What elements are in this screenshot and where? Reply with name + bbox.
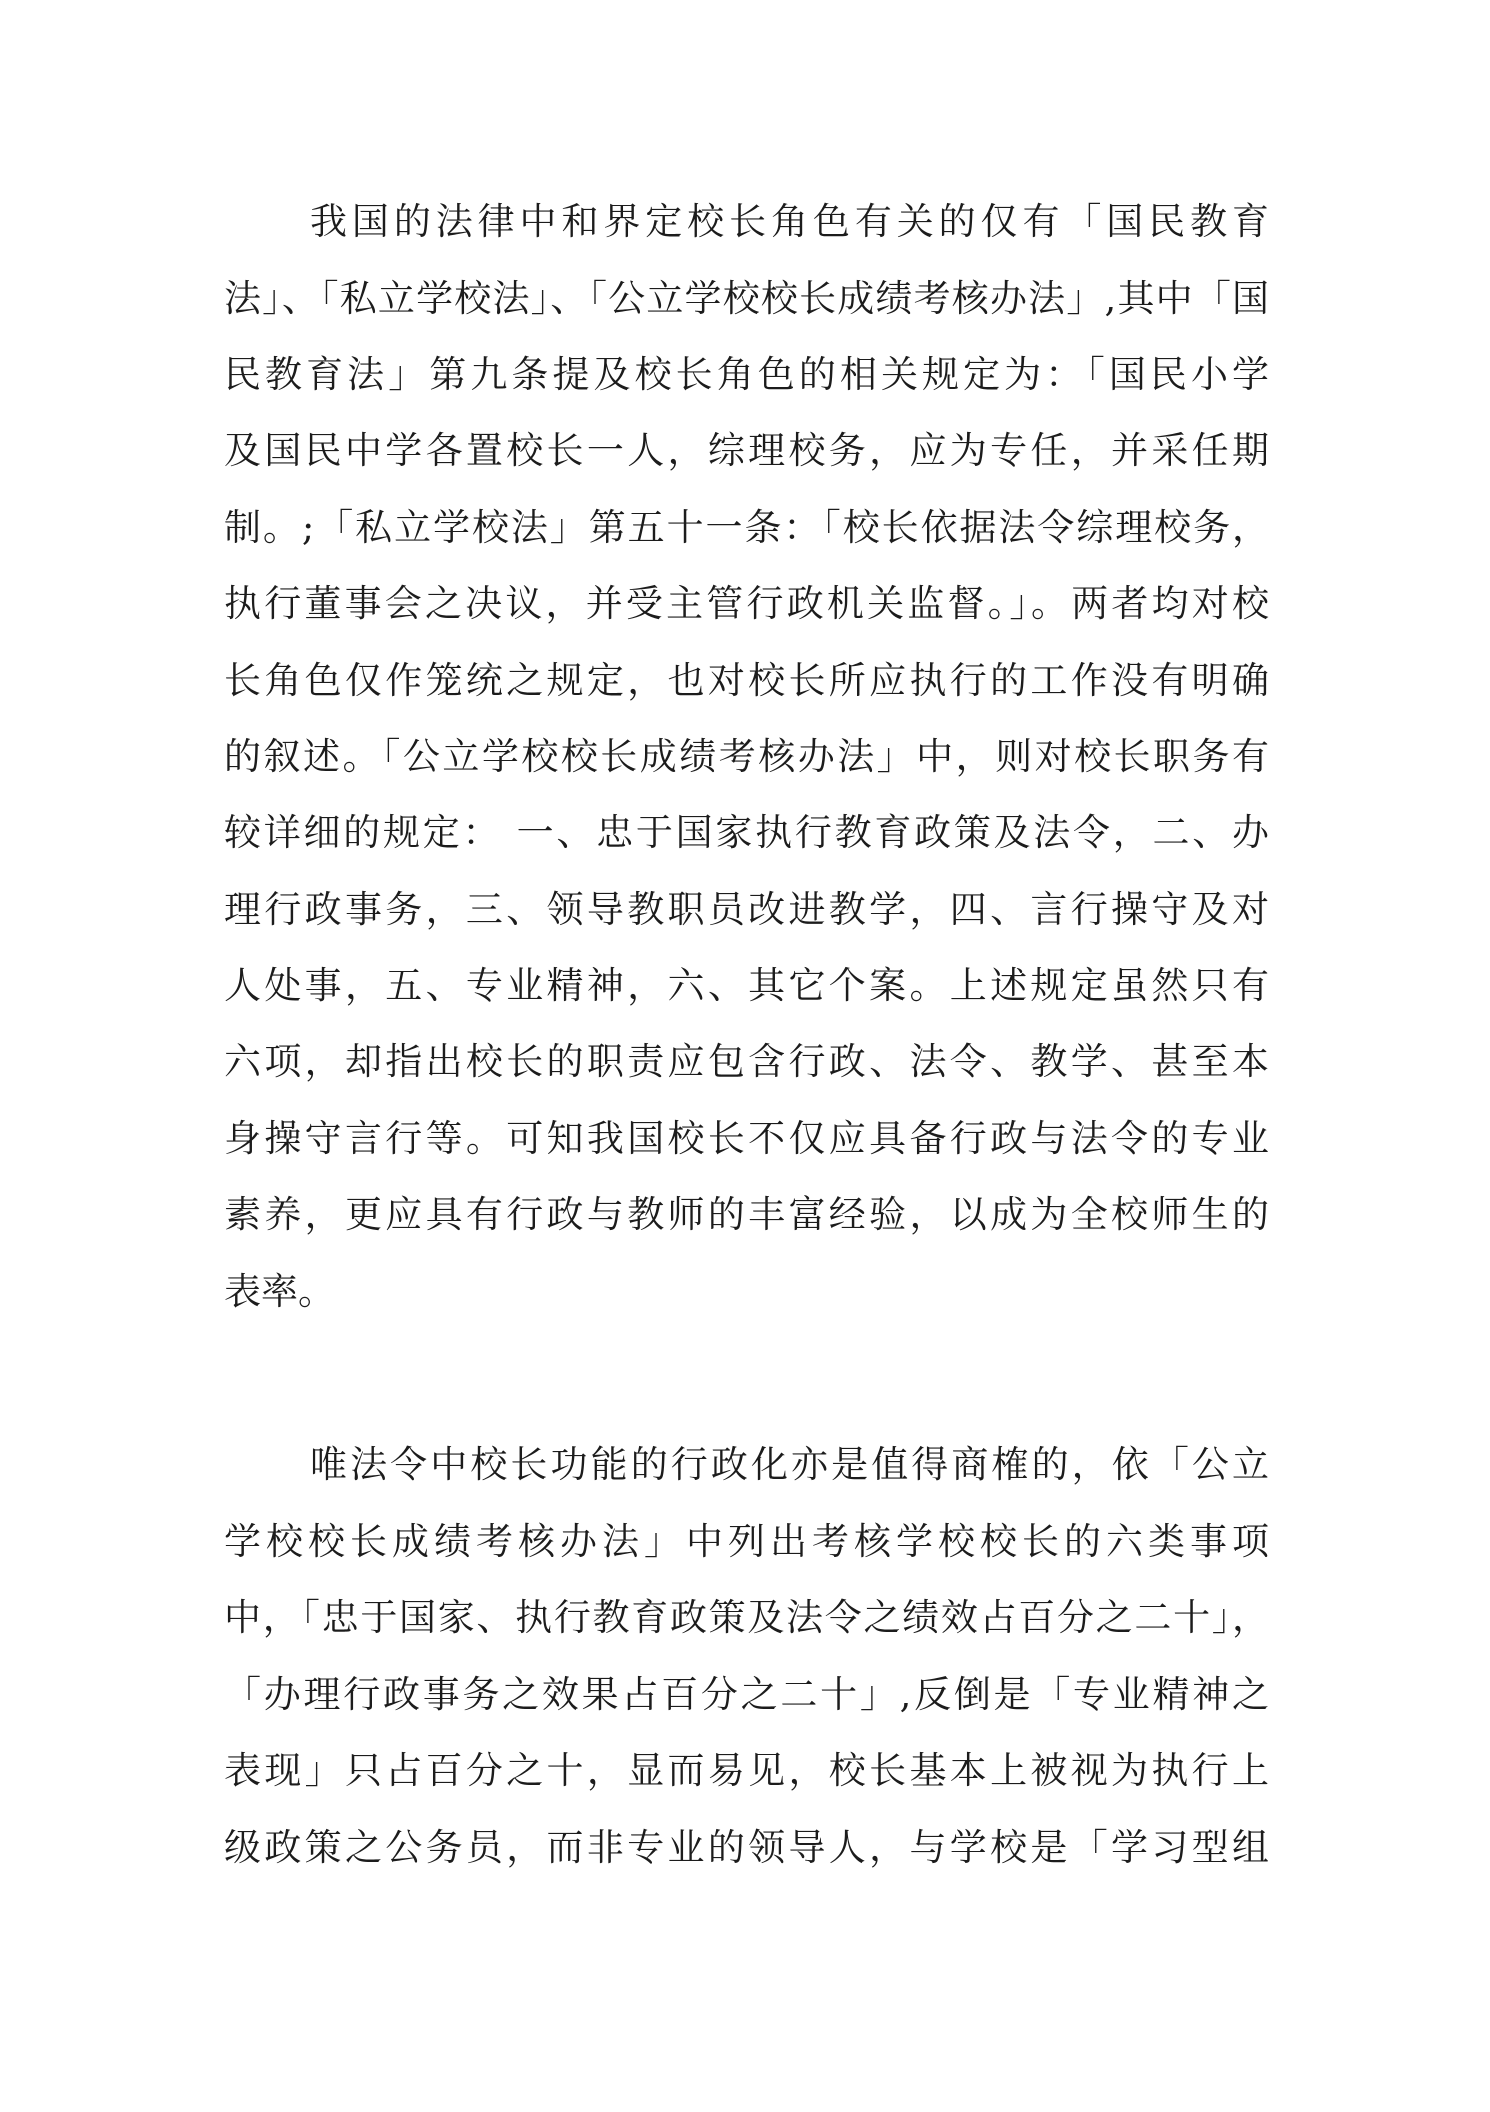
- paragraph-line: 长角色仅作笼统之规定，也对校长所应执行的工作没有明确: [224, 659, 1269, 702]
- paragraph-line: 学校校长成绩考核办法」中列出考核学校校长的六类事项: [224, 1520, 1269, 1563]
- paragraph-line: 六项，却指出校长的职责应包含行政、法令、教学、甚至本: [224, 1040, 1269, 1083]
- paragraph-line: 制。;「私立学校法」第五十一条：「校长依据法令综理校务，: [224, 506, 1269, 549]
- paragraph-line: 执行董事会之决议，并受主管行政机关监督。」。两者均对校: [224, 582, 1269, 625]
- paragraph-line: 及国民中学各置校长一人，综理校务，应为专任，并采任期: [224, 429, 1269, 472]
- paragraph-line: 法」、「私立学校法」、「公立学校校长成绩考核办法」,其中「国: [224, 277, 1269, 320]
- paragraph-line: 身操守言行等。可知我国校长不仅应具备行政与法令的专业: [224, 1117, 1269, 1160]
- paragraph-line: 我国的法律中和界定校长角色有关的仅有「国民教育: [310, 200, 1269, 243]
- paragraph-line: 民教育法」第九条提及校长角色的相关规定为：「国民小学: [224, 353, 1269, 396]
- paragraph-line: 表率。: [224, 1270, 335, 1313]
- paragraph-line: 素养，更应具有行政与教师的丰富经验，以成为全校师生的: [224, 1193, 1269, 1236]
- paragraph-line: 级政策之公务员，而非专业的领导人，与学校是「学习型组: [224, 1826, 1269, 1869]
- paragraph-line: 的叙述。「公立学校校长成绩考核办法」中，则对校长职务有: [224, 735, 1269, 778]
- paragraph-line: 较详细的规定： 一、忠于国家执行教育政策及法令，二、办: [224, 811, 1269, 854]
- paragraph-line: 「办理行政事务之效果占百分之二十」,反倒是「专业精神之: [224, 1673, 1269, 1716]
- paragraph-line: 理行政事务，三、领导教职员改进教学，四、言行操守及对: [224, 888, 1269, 931]
- paragraph-line: 中，「忠于国家、执行教育政策及法令之绩效占百分之二十」，: [224, 1596, 1269, 1639]
- paragraph-line: 人处事，五、专业精神，六、其它个案。上述规定虽然只有: [224, 964, 1269, 1007]
- paragraph-line: 表现」只占百分之十，显而易见，校长基本上被视为执行上: [224, 1749, 1269, 1792]
- paragraph-line: 唯法令中校长功能的行政化亦是值得商榷的，依「公立: [310, 1443, 1269, 1486]
